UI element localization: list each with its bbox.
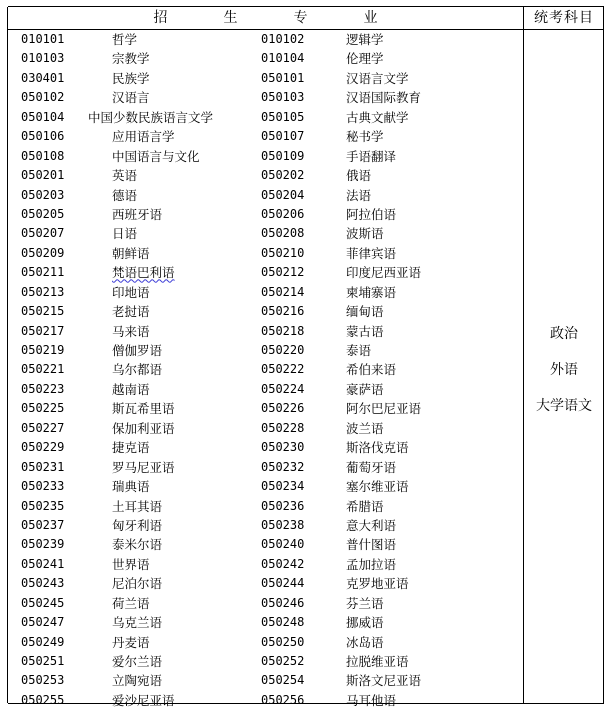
major-code: 050108 <box>21 148 65 163</box>
header-char: 生 <box>223 10 238 26</box>
major-name: 乌克兰语 <box>112 615 163 631</box>
table-row <box>8 477 523 496</box>
major-name: 斯瓦希里语 <box>112 401 175 417</box>
major-name: 葡萄牙语 <box>346 459 397 475</box>
major-name: 荷兰语 <box>112 595 150 611</box>
major-name: 中国少数民族语言文学 <box>88 109 214 125</box>
table-row <box>8 633 523 652</box>
major-code: 050217 <box>21 323 65 338</box>
major-code: 050204 <box>261 187 305 202</box>
table-row <box>8 458 523 477</box>
major-name: 老挝语 <box>112 304 150 320</box>
major-code: 050205 <box>21 206 65 221</box>
major-name: 手语翻译 <box>346 148 397 164</box>
major-name: 伦理学 <box>346 51 384 67</box>
major-name: 应用语言学 <box>112 129 175 145</box>
major-name: 宗教学 <box>112 51 150 67</box>
major-code: 050214 <box>261 284 305 299</box>
major-name: 阿拉伯语 <box>346 206 397 222</box>
major-code: 050212 <box>261 265 305 280</box>
major-code: 050255 <box>21 692 65 707</box>
major-code: 050103 <box>261 90 305 105</box>
major-code: 050241 <box>21 556 65 571</box>
major-name: 希腊语 <box>346 498 384 514</box>
major-code: 050220 <box>261 343 305 357</box>
header-majors <box>8 7 523 29</box>
major-code: 050256 <box>261 692 305 707</box>
major-code: 010104 <box>261 51 305 66</box>
major-name: 柬埔寨语 <box>346 284 397 300</box>
major-code: 050247 <box>21 615 65 630</box>
major-code: 050203 <box>21 187 65 202</box>
major-code: 010103 <box>21 51 65 66</box>
major-code: 050109 <box>261 148 305 163</box>
major-name: 普什图语 <box>346 537 397 553</box>
table-row <box>8 652 523 671</box>
major-name: 克罗地亚语 <box>346 576 409 592</box>
major-name: 中国语言与文化 <box>112 148 200 164</box>
major-name: 马耳他语 <box>346 692 397 708</box>
major-name: 印度尼西亚语 <box>346 265 422 281</box>
major-code: 050209 <box>21 245 65 260</box>
major-name: 俄语 <box>346 168 372 184</box>
major-code: 010102 <box>261 32 305 46</box>
major-name: 拉脱维亚语 <box>346 654 409 669</box>
major-name: 波兰语 <box>346 420 384 436</box>
table-body <box>8 30 523 710</box>
major-name: 英语 <box>112 168 138 184</box>
table-row <box>8 205 523 224</box>
exam-subject: 大学语文 <box>536 398 592 414</box>
major-code: 050238 <box>261 517 305 532</box>
major-name: 罗马尼亚语 <box>112 459 175 475</box>
major-name: 蒙古语 <box>346 323 384 339</box>
major-code: 050222 <box>261 362 305 377</box>
major-code: 050107 <box>261 129 305 144</box>
major-name: 豪萨语 <box>346 381 384 397</box>
major-name: 缅甸语 <box>346 304 384 320</box>
major-code: 010101 <box>21 32 65 46</box>
major-code: 050206 <box>261 206 305 221</box>
major-code: 050102 <box>21 90 65 105</box>
table-row <box>8 127 523 146</box>
major-name: 塞尔维亚语 <box>346 479 409 495</box>
major-code: 050218 <box>261 323 305 338</box>
table-row <box>8 69 523 88</box>
major-name: 斯洛文尼亚语 <box>346 673 422 689</box>
major-name: 挪威语 <box>346 615 384 631</box>
major-code: 050248 <box>261 615 305 630</box>
major-name: 菲律宾语 <box>346 245 397 261</box>
major-name: 斯洛伐克语 <box>346 440 409 456</box>
major-name: 日语 <box>112 226 138 242</box>
major-name: 古典文献学 <box>346 109 409 125</box>
major-code: 050105 <box>261 109 305 124</box>
table-row <box>8 691 523 710</box>
table-row <box>8 244 523 263</box>
major-name: 法语 <box>346 187 372 203</box>
major-name: 爱尔兰语 <box>112 654 163 669</box>
table-row <box>8 516 523 535</box>
major-code: 050244 <box>261 576 305 591</box>
major-code: 050106 <box>21 129 65 144</box>
major-code: 030401 <box>21 70 65 85</box>
major-name: 马来语 <box>112 323 150 339</box>
table-row <box>8 186 523 205</box>
major-code: 050233 <box>21 479 65 494</box>
major-code: 050232 <box>261 459 305 474</box>
major-code: 050210 <box>261 245 305 260</box>
major-name: 孟加拉语 <box>346 556 397 572</box>
table-row <box>8 88 523 107</box>
table-row <box>8 108 523 127</box>
major-name: 朝鲜语 <box>112 245 150 261</box>
table-row <box>8 438 523 457</box>
major-code: 050226 <box>261 401 305 416</box>
exam-subject: 外语 <box>550 362 578 378</box>
major-code: 050104 <box>21 109 65 124</box>
major-code: 050242 <box>261 556 305 571</box>
majors-table <box>8 6 604 708</box>
major-code: 050236 <box>261 498 305 513</box>
major-name: 僧伽罗语 <box>112 343 163 358</box>
header-char: 招 <box>153 10 168 26</box>
major-code: 050207 <box>21 226 65 241</box>
major-name: 土耳其语 <box>112 498 163 514</box>
major-code: 050223 <box>21 381 65 396</box>
table-row <box>8 419 523 438</box>
major-name: 汉语言文学 <box>346 70 409 86</box>
major-code: 050216 <box>261 304 305 319</box>
major-code: 050230 <box>261 440 305 455</box>
table-row <box>8 399 523 418</box>
table-row <box>8 555 523 574</box>
major-code: 050231 <box>21 459 65 474</box>
major-code: 050252 <box>261 654 305 668</box>
major-code: 050240 <box>261 537 305 552</box>
major-code: 050253 <box>21 673 65 688</box>
major-name: 秘书学 <box>346 129 384 145</box>
major-name: 波斯语 <box>346 226 384 242</box>
major-code: 050202 <box>261 168 305 183</box>
major-code: 050219 <box>21 343 65 357</box>
table-row <box>8 535 523 554</box>
major-name: 德语 <box>112 187 138 203</box>
table-row <box>8 594 523 613</box>
table-row <box>8 497 523 516</box>
major-name: 乌尔都语 <box>112 362 163 378</box>
table-row <box>8 263 523 282</box>
major-code: 050245 <box>21 595 65 610</box>
major-name: 梵语巴利语 <box>112 265 175 281</box>
major-code: 050254 <box>261 673 305 688</box>
major-code: 050201 <box>21 168 65 183</box>
table-row <box>8 166 523 185</box>
major-code: 050239 <box>21 537 65 552</box>
major-name: 逻辑学 <box>346 32 384 47</box>
major-name: 泰语 <box>346 343 372 358</box>
table-row <box>8 30 523 49</box>
major-name: 汉语言 <box>112 90 150 106</box>
major-name: 匈牙利语 <box>112 517 163 533</box>
major-name: 泰米尔语 <box>112 537 163 553</box>
major-code: 050208 <box>261 226 305 241</box>
major-name: 丹麦语 <box>112 634 150 650</box>
major-name: 哲学 <box>112 32 138 47</box>
major-code: 050228 <box>261 420 305 435</box>
major-name: 保加利亚语 <box>112 420 175 436</box>
major-code: 050243 <box>21 576 65 591</box>
major-name: 尼泊尔语 <box>112 576 163 592</box>
major-code: 050251 <box>21 654 65 668</box>
table-header-row <box>8 7 604 30</box>
major-code: 050101 <box>261 70 305 85</box>
major-code: 050249 <box>21 634 65 649</box>
table-row <box>8 302 523 321</box>
table-row <box>8 147 523 166</box>
major-code: 050250 <box>261 634 305 649</box>
table-row <box>8 49 523 68</box>
major-name: 汉语国际教育 <box>346 90 422 106</box>
major-name: 世界语 <box>112 556 150 572</box>
major-name: 西班牙语 <box>112 206 163 222</box>
table-row <box>8 380 523 399</box>
major-code: 050237 <box>21 517 65 532</box>
major-code: 050215 <box>21 304 65 319</box>
major-name: 希伯来语 <box>346 362 397 378</box>
exam-subjects-cell <box>524 316 604 424</box>
table-row <box>8 322 523 341</box>
major-code: 050225 <box>21 401 65 416</box>
table-row <box>8 574 523 593</box>
major-name: 爱沙尼亚语 <box>112 692 175 708</box>
major-code: 050211 <box>21 265 65 280</box>
major-code: 050213 <box>21 284 65 299</box>
table-row <box>8 360 523 379</box>
major-code: 050229 <box>21 440 65 455</box>
major-name: 越南语 <box>112 381 150 397</box>
major-code: 050235 <box>21 498 65 513</box>
major-name: 瑞典语 <box>112 479 150 495</box>
major-name: 捷克语 <box>112 440 150 456</box>
major-name: 意大利语 <box>346 517 397 533</box>
header-char: 专 <box>293 10 308 26</box>
major-name: 民族学 <box>112 70 150 86</box>
table-row <box>8 613 523 632</box>
major-name: 立陶宛语 <box>112 673 163 689</box>
major-code: 050221 <box>21 362 65 377</box>
table-row <box>8 341 523 360</box>
table-row <box>8 224 523 243</box>
major-code: 050246 <box>261 595 305 610</box>
major-name: 芬兰语 <box>346 595 384 611</box>
major-code: 050234 <box>261 479 305 494</box>
header-char: 业 <box>363 10 378 26</box>
table-row <box>8 671 523 690</box>
table-row <box>8 283 523 302</box>
exam-subject: 政治 <box>550 326 578 342</box>
major-name: 阿尔巴尼亚语 <box>346 401 422 417</box>
major-code: 050224 <box>261 381 305 396</box>
major-code: 050227 <box>21 420 65 435</box>
major-name: 印地语 <box>112 284 150 300</box>
header-exam-subjects: 统考科目 <box>534 10 594 26</box>
major-name: 冰岛语 <box>346 634 384 650</box>
